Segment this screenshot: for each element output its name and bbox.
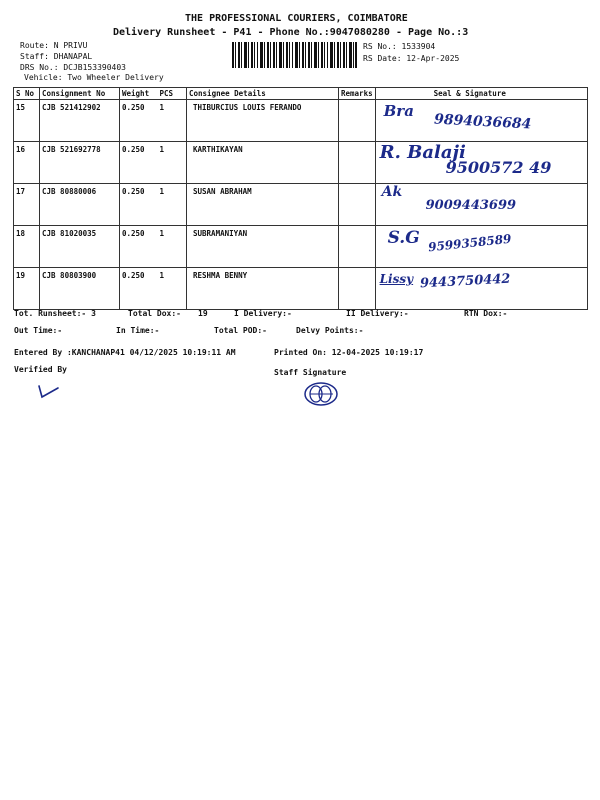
cell-consignee: THIBURCIUS LOUIS FERANDO <box>187 100 339 142</box>
runsheet-table <box>13 87 588 310</box>
col-sno: S No <box>14 88 40 100</box>
total-dox-label: Total Dox:- <box>128 309 181 318</box>
cell-signature <box>375 142 587 184</box>
staff-signature-mark <box>300 380 342 408</box>
cell-consignment: CJB 521692778 <box>40 142 120 184</box>
cell-weight: 0.250 <box>120 184 158 226</box>
cell-remarks <box>339 226 376 268</box>
cell-consignee: KARTHIKAYAN <box>187 142 339 184</box>
ii-delivery: II Delivery:- <box>346 309 409 318</box>
cell-consignment: CJB 521412902 <box>40 100 120 142</box>
handwritten-signature: Ak <box>381 184 403 200</box>
cell-consignment: CJB 80803900 <box>40 268 120 310</box>
cell-pcs: 1 <box>158 268 187 310</box>
col-pcs: PCS <box>158 88 187 100</box>
handwritten-signature: S.G <box>387 228 420 248</box>
handwritten-phone: 9894036684 <box>433 111 532 133</box>
out-time: Out Time:- <box>14 326 63 335</box>
table-row <box>14 100 588 142</box>
total-dox-value: 19 <box>198 309 208 318</box>
rs-date: RS Date: 12-Apr-2025 <box>363 54 460 63</box>
table-row <box>14 268 588 310</box>
route-label: Route: N PRIVU <box>20 41 88 50</box>
rtn-dox: RTN Dox:- <box>464 309 508 318</box>
cell-weight: 0.250 <box>120 100 158 142</box>
cell-consignee: RESHMA BENNY <box>187 268 339 310</box>
entered-by: Entered By :KANCHANAP41 04/12/2025 10:19:11 AM <box>14 348 236 357</box>
cell-signature <box>375 184 587 226</box>
rs-number: RS No.: 1533904 <box>363 42 436 51</box>
col-remarks: Remarks <box>339 88 376 100</box>
cell-sno: 19 <box>14 268 40 310</box>
printed-on: Printed On: 12-04-2025 10:19:17 <box>274 348 424 357</box>
cell-pcs: 1 <box>158 184 187 226</box>
cell-remarks <box>339 142 376 184</box>
verification-tick <box>36 382 62 400</box>
cell-consignment: CJB 81020035 <box>40 226 120 268</box>
drs-label: DRS No.: DCJB153390403 <box>20 63 126 72</box>
cell-weight: 0.250 <box>120 142 158 184</box>
barcode-image <box>232 42 357 68</box>
i-delivery: I Delivery:- <box>234 309 292 318</box>
col-consignment: Consignment No <box>40 88 120 100</box>
handwritten-phone: 9599358589 <box>427 231 512 255</box>
handwritten-phone: 9443750442 <box>419 271 511 292</box>
cell-remarks <box>339 100 376 142</box>
handwritten-signature: R. Balaji <box>379 142 466 163</box>
total-pod: Total POD:- <box>214 326 267 335</box>
handwritten-signature: Bra <box>383 102 414 120</box>
col-weight: Weight <box>120 88 158 100</box>
cell-pcs: 1 <box>158 226 187 268</box>
table-header-row <box>14 88 588 100</box>
staff-signature-label: Staff Signature <box>274 368 347 377</box>
col-signature: Seal & Signature <box>375 88 587 100</box>
cell-consignment: CJB 80880006 <box>40 184 120 226</box>
runsheet-subtitle: Delivery Runsheet - P41 - Phone No.:9047080280 - Page No.:3 <box>113 27 469 38</box>
table-row <box>14 142 588 184</box>
cell-sno: 17 <box>14 184 40 226</box>
cell-consignee: SUBRAMANIYAN <box>187 226 339 268</box>
handwritten-phone: 9009443699 <box>425 198 517 213</box>
cell-weight: 0.250 <box>120 226 158 268</box>
cell-remarks <box>339 268 376 310</box>
cell-remarks <box>339 184 376 226</box>
tot-runsheet: Tot. Runsheet:- 3 <box>14 309 96 318</box>
delvy-points: Delvy Points:- <box>296 326 364 335</box>
company-name: THE PROFESSIONAL COURIERS, COIMBATORE <box>185 13 408 24</box>
cell-pcs: 1 <box>158 142 187 184</box>
cell-sno: 15 <box>14 100 40 142</box>
cell-signature <box>375 100 587 142</box>
table-row <box>14 226 588 268</box>
verified-by-label: Verified By <box>14 365 67 374</box>
cell-pcs: 1 <box>158 100 187 142</box>
cell-weight: 0.250 <box>120 268 158 310</box>
cell-signature <box>375 268 587 310</box>
cell-consignee: SUSAN ABRAHAM <box>187 184 339 226</box>
cell-signature <box>375 226 587 268</box>
cell-sno: 18 <box>14 226 40 268</box>
staff-label: Staff: DHANAPAL <box>20 52 93 61</box>
handwritten-signature: Lissy <box>379 272 414 286</box>
in-time: In Time:- <box>116 326 160 335</box>
handwritten-phone: 9500572 49 <box>445 158 552 177</box>
cell-sno: 16 <box>14 142 40 184</box>
vehicle-label: Vehicle: Two Wheeler Delivery <box>24 73 164 82</box>
col-consignee: Consignee Details <box>187 88 339 100</box>
table-row <box>14 184 588 226</box>
